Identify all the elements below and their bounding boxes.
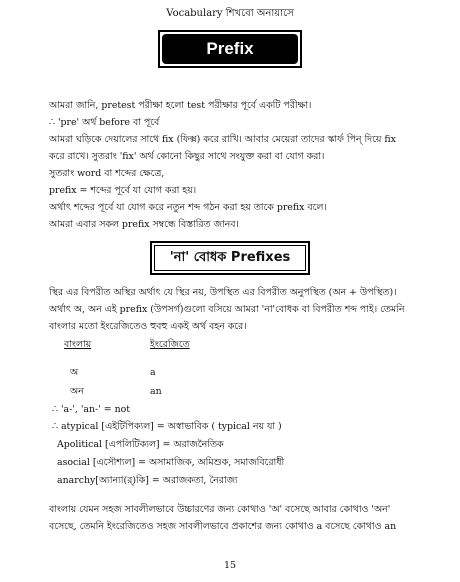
column-header-english: ইংরেজিতে xyxy=(150,339,190,350)
section-heading-box xyxy=(150,241,310,275)
table-cell-english: an xyxy=(150,386,162,397)
section-heading: 'না' বোধক Prefixes xyxy=(154,245,306,271)
body-line: বাংলার মতো ইংরেজিতেও হুবহু একই অর্থ বহন করে। xyxy=(49,321,247,332)
running-header: Vocabulary শিখবো অনায়াসে xyxy=(166,8,294,19)
example-line: ∴ atypical [এইটিপিক্যল] = অস্বাভাবিক ( typical নয় যা ) xyxy=(52,421,282,432)
intro-line: prefix = শব্দের পূর্বে যা যোগ করা হয়। xyxy=(49,185,197,196)
table-cell-bangla: অন xyxy=(70,386,84,397)
table-cell-bangla: অ xyxy=(70,367,79,378)
intro-line: অর্থাৎ শব্দের পূর্বে যা যোগ করে নতুন শব্দ গঠন করা হয় তাকে prefix বলে। xyxy=(49,202,327,213)
table-cell-english: a xyxy=(150,367,156,378)
body-line: স্থির এর বিপরীত অস্থির অর্থাৎ যে স্থির নয়, উপস্থিত এর বিপরীত অনুপস্থিত (অন + উপস্থিত)। xyxy=(49,287,397,298)
page-title: Prefix xyxy=(162,34,298,64)
example-line: anarchy[অ্যান্যা(র্)কি] = অরাজকতা, নৈরাজ্য xyxy=(57,475,238,486)
intro-line: সুতরাং word বা শব্দের ক্ষেত্রে, xyxy=(49,168,165,179)
intro-line: ∴ 'pre' অর্থ before বা পূর্বে xyxy=(49,117,160,128)
intro-line: আমরা এবার সকল prefix সম্বন্ধে বিস্তারিত জানব। xyxy=(49,219,239,230)
column-header-bangla: বাংলায় xyxy=(64,339,92,350)
conclusion-line: ∴ 'a-', 'an-' = not xyxy=(52,404,131,415)
intro-line: করে রাখে। সুতরাং 'fix' অর্থ কোনো কিছুর সাথে সংযুক্ত করা বা যোগ করা। xyxy=(49,151,325,162)
footer-text-line: বসেছে, তেমনি ইংরেজিতেও সহজ সাবলীলভাবে প্রকাশের জন্য কোথাও a বসেছে কোথাও an xyxy=(49,521,397,532)
intro-line: আমরা ঘড়িকে দেয়ালের সাথে fix (ফিক্স) করে রাখি। আবার মেয়েরা তাদের স্কার্ফ পিন্‌ দিয়ে fix xyxy=(49,134,396,145)
title-banner xyxy=(158,30,302,68)
intro-line: আমরা জানি, pretest পরীক্ষা হলো test পরীক্ষার পূর্বে একটি পরীক্ষা। xyxy=(49,100,312,111)
body-line: অর্থাৎ অ, অন এই prefix (উপসর্গ)গুলো বসিয়ে আমরা 'না'বোধক বা বিপরীত শব্দ পাই। তেমনি xyxy=(49,304,405,315)
footer-text-line: বাংলায় যেমন সহজ সাবলীলভাবে উচ্চারণের জন্য কোথাও 'অ' বসেছে আবার কোথাও 'অন' xyxy=(49,504,391,515)
example-line: Apolitical [এপলিটিক্যল] = অরাজনৈতিক xyxy=(57,439,224,450)
page-number: 15 xyxy=(223,560,237,571)
example-line: asocial [এসৌশ্যল] = অসামাজিক, অমিশুক, সমাজবিরোধী xyxy=(57,457,285,468)
